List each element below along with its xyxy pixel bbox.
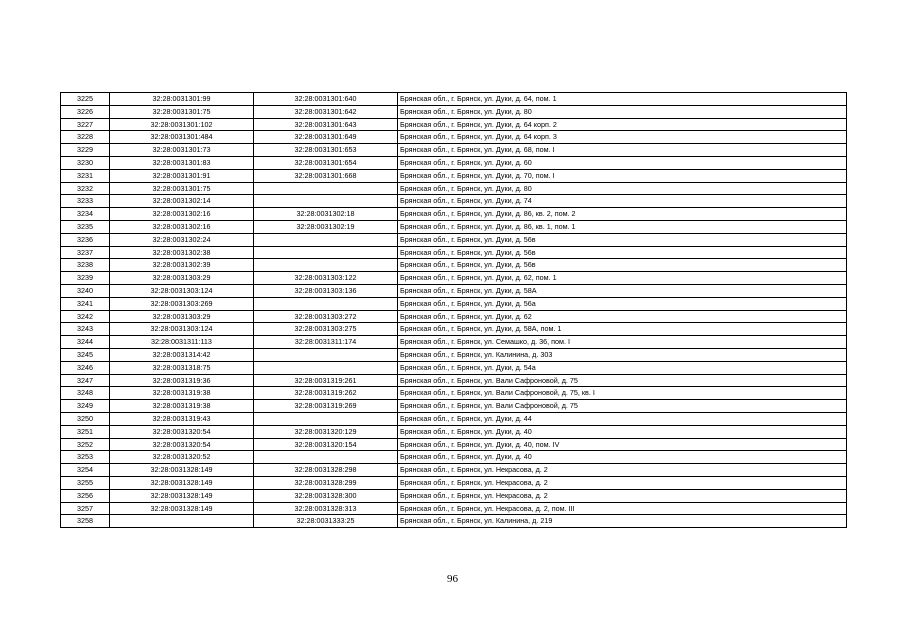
address-cell: Брянская обл., г. Брянск, ул. Вали Сафроновой, д. 75: [398, 374, 847, 387]
table-row: [61, 118, 847, 131]
table-row: [61, 348, 847, 361]
object-cadastral-number-cell: [254, 182, 398, 195]
table-row: [61, 272, 847, 285]
row-number-cell: 3241: [61, 297, 110, 310]
object-cadastral-number-cell: 32:28:0031319:269: [254, 400, 398, 413]
row-number-cell: 3255: [61, 476, 110, 489]
row-number-cell: 3251: [61, 425, 110, 438]
row-number-cell: 3237: [61, 246, 110, 259]
row-number-cell: 3242: [61, 310, 110, 323]
row-number-cell: 3250: [61, 412, 110, 425]
row-number-cell: 3239: [61, 272, 110, 285]
address-cell: Брянская обл., г. Брянск, ул. Дуки, д. 56в: [398, 259, 847, 272]
address-cell: Брянская обл., г. Брянск, ул. Дуки, д. 40: [398, 425, 847, 438]
address-cell: Брянская обл., г. Брянск, ул. Дуки, д. 68, пом. I: [398, 144, 847, 157]
address-cell: Брянская обл., г. Брянск, ул. Семашко, д. 36, пом. I: [398, 336, 847, 349]
address-cell: Брянская обл., г. Брянск, ул. Вали Сафроновой, д. 75, кв. I: [398, 387, 847, 400]
table-row: [61, 156, 847, 169]
table-row: [61, 195, 847, 208]
address-cell: Брянская обл., г. Брянск, ул. Дуки, д. 58А, пом. 1: [398, 323, 847, 336]
row-number-cell: 3240: [61, 284, 110, 297]
cadastral-number-cell: [110, 515, 254, 528]
address-cell: Брянская обл., г. Брянск, ул. Дуки, д. 64 корп. 2: [398, 118, 847, 131]
row-number-cell: 3249: [61, 400, 110, 413]
address-cell: Брянская обл., г. Брянск, ул. Некрасова, д. 2: [398, 489, 847, 502]
cadastral-number-cell: 32:28:0031301:102: [110, 118, 254, 131]
cadastral-number-cell: 32:28:0031301:91: [110, 169, 254, 182]
table-row: [61, 515, 847, 528]
table-row: [61, 105, 847, 118]
cadastral-number-cell: 32:28:0031303:124: [110, 323, 254, 336]
table-row: [61, 259, 847, 272]
table-row: [61, 131, 847, 144]
table-row: [61, 387, 847, 400]
cadastral-number-cell: 32:28:0031302:14: [110, 195, 254, 208]
address-cell: Брянская обл., г. Брянск, ул. Калинина, д. 219: [398, 515, 847, 528]
cadastral-number-cell: 32:28:0031303:124: [110, 284, 254, 297]
table-row: [61, 220, 847, 233]
address-cell: Брянская обл., г. Брянск, ул. Дуки, д. 60: [398, 156, 847, 169]
table-row: [61, 182, 847, 195]
registry-table: [60, 92, 847, 528]
address-cell: Брянская обл., г. Брянск, ул. Дуки, д. 56в: [398, 246, 847, 259]
cadastral-number-cell: 32:28:0031301:73: [110, 144, 254, 157]
object-cadastral-number-cell: 32:28:0031319:262: [254, 387, 398, 400]
object-cadastral-number-cell: [254, 297, 398, 310]
object-cadastral-number-cell: 32:28:0031301:642: [254, 105, 398, 118]
row-number-cell: 3234: [61, 208, 110, 221]
table-row: [61, 412, 847, 425]
address-cell: Брянская обл., г. Брянск, ул. Дуки, д. 44: [398, 412, 847, 425]
cadastral-number-cell: 32:28:0031328:149: [110, 464, 254, 477]
table-row: [61, 169, 847, 182]
row-number-cell: 3258: [61, 515, 110, 528]
address-cell: Брянская обл., г. Брянск, ул. Дуки, д. 64 корп. 3: [398, 131, 847, 144]
cadastral-number-cell: 32:28:0031301:83: [110, 156, 254, 169]
table-row: [61, 502, 847, 515]
object-cadastral-number-cell: 32:28:0031311:174: [254, 336, 398, 349]
table-row: [61, 425, 847, 438]
row-number-cell: 3227: [61, 118, 110, 131]
cadastral-number-cell: 32:28:0031328:149: [110, 502, 254, 515]
object-cadastral-number-cell: [254, 361, 398, 374]
address-cell: Брянская обл., г. Брянск, ул. Дуки, д. 40: [398, 451, 847, 464]
object-cadastral-number-cell: 32:28:0031320:129: [254, 425, 398, 438]
cadastral-number-cell: 32:28:0031303:269: [110, 297, 254, 310]
table-row: [61, 93, 847, 106]
cadastral-number-cell: 32:28:0031311:113: [110, 336, 254, 349]
row-number-cell: 3254: [61, 464, 110, 477]
table-row: [61, 451, 847, 464]
row-number-cell: 3225: [61, 93, 110, 106]
table-row: [61, 297, 847, 310]
cadastral-number-cell: 32:28:0031320:54: [110, 425, 254, 438]
cadastral-number-cell: 32:28:0031301:484: [110, 131, 254, 144]
object-cadastral-number-cell: 32:28:0031319:261: [254, 374, 398, 387]
object-cadastral-number-cell: 32:28:0031328:299: [254, 476, 398, 489]
address-cell: Брянская обл., г. Брянск, ул. Дуки, д. 86, кв. 1, пом. 1: [398, 220, 847, 233]
object-cadastral-number-cell: 32:28:0031301:643: [254, 118, 398, 131]
object-cadastral-number-cell: [254, 233, 398, 246]
row-number-cell: 3243: [61, 323, 110, 336]
address-cell: Брянская обл., г. Брянск, ул. Дуки, д. 62, пом. 1: [398, 272, 847, 285]
object-cadastral-number-cell: 32:28:0031301:654: [254, 156, 398, 169]
address-cell: Брянская обл., г. Брянск, ул. Дуки, д. 58А: [398, 284, 847, 297]
cadastral-number-cell: 32:28:0031318:75: [110, 361, 254, 374]
address-cell: Брянская обл., г. Брянск, ул. Дуки, д. 70, пом. I: [398, 169, 847, 182]
cadastral-number-cell: 32:28:0031302:16: [110, 220, 254, 233]
cadastral-number-cell: 32:28:0031301:99: [110, 93, 254, 106]
object-cadastral-number-cell: [254, 412, 398, 425]
object-cadastral-number-cell: 32:28:0031301:668: [254, 169, 398, 182]
cadastral-number-cell: 32:28:0031314:42: [110, 348, 254, 361]
object-cadastral-number-cell: [254, 348, 398, 361]
object-cadastral-number-cell: [254, 259, 398, 272]
cadastral-number-cell: 32:28:0031302:24: [110, 233, 254, 246]
row-number-cell: 3252: [61, 438, 110, 451]
table-row: [61, 438, 847, 451]
row-number-cell: 3228: [61, 131, 110, 144]
table-row: [61, 361, 847, 374]
table-row: [61, 489, 847, 502]
object-cadastral-number-cell: 32:28:0031328:298: [254, 464, 398, 477]
row-number-cell: 3244: [61, 336, 110, 349]
cadastral-number-cell: 32:28:0031319:38: [110, 387, 254, 400]
object-cadastral-number-cell: 32:28:0031320:154: [254, 438, 398, 451]
address-cell: Брянская обл., г. Брянск, ул. Дуки, д. 64, пом. 1: [398, 93, 847, 106]
cadastral-number-cell: 32:28:0031301:75: [110, 105, 254, 118]
object-cadastral-number-cell: 32:28:0031303:122: [254, 272, 398, 285]
table-row: [61, 310, 847, 323]
cadastral-number-cell: 32:28:0031301:75: [110, 182, 254, 195]
address-cell: Брянская обл., г. Брянск, ул. Дуки, д. 74: [398, 195, 847, 208]
object-cadastral-number-cell: [254, 246, 398, 259]
object-cadastral-number-cell: [254, 451, 398, 464]
object-cadastral-number-cell: 32:28:0031303:275: [254, 323, 398, 336]
table-row: [61, 476, 847, 489]
row-number-cell: 3229: [61, 144, 110, 157]
table-row: [61, 246, 847, 259]
row-number-cell: 3236: [61, 233, 110, 246]
row-number-cell: 3230: [61, 156, 110, 169]
address-cell: Брянская обл., г. Брянск, ул. Дуки, д. 56а: [398, 297, 847, 310]
row-number-cell: 3247: [61, 374, 110, 387]
row-number-cell: 3253: [61, 451, 110, 464]
object-cadastral-number-cell: 32:28:0031301:649: [254, 131, 398, 144]
table-row: [61, 400, 847, 413]
object-cadastral-number-cell: 32:28:0031303:272: [254, 310, 398, 323]
row-number-cell: 3246: [61, 361, 110, 374]
cadastral-number-cell: 32:28:0031319:36: [110, 374, 254, 387]
cadastral-number-cell: 32:28:0031320:52: [110, 451, 254, 464]
page-number: 96: [447, 573, 458, 585]
object-cadastral-number-cell: 32:28:0031301:653: [254, 144, 398, 157]
row-number-cell: 3226: [61, 105, 110, 118]
row-number-cell: 3235: [61, 220, 110, 233]
cadastral-number-cell: 32:28:0031303:29: [110, 310, 254, 323]
address-cell: Брянская обл., г. Брянск, ул. Калинина, д. 303: [398, 348, 847, 361]
row-number-cell: 3256: [61, 489, 110, 502]
cadastral-number-cell: 32:28:0031328:149: [110, 489, 254, 502]
address-cell: Брянская обл., г. Брянск, ул. Дуки, д. 86, кв. 2, пом. 2: [398, 208, 847, 221]
cadastral-number-cell: 32:28:0031328:149: [110, 476, 254, 489]
table-row: [61, 336, 847, 349]
address-cell: Брянская обл., г. Брянск, ул. Дуки, д. 54а: [398, 361, 847, 374]
object-cadastral-number-cell: 32:28:0031333:25: [254, 515, 398, 528]
cadastral-number-cell: 32:28:0031320:54: [110, 438, 254, 451]
cadastral-number-cell: 32:28:0031302:16: [110, 208, 254, 221]
registry-table-body: [61, 93, 847, 528]
row-number-cell: 3231: [61, 169, 110, 182]
table-row: [61, 374, 847, 387]
cadastral-number-cell: 32:28:0031302:39: [110, 259, 254, 272]
object-cadastral-number-cell: 32:28:0031301:640: [254, 93, 398, 106]
cadastral-number-cell: 32:28:0031319:43: [110, 412, 254, 425]
table-row: [61, 144, 847, 157]
row-number-cell: 3248: [61, 387, 110, 400]
row-number-cell: 3238: [61, 259, 110, 272]
object-cadastral-number-cell: 32:28:0031328:313: [254, 502, 398, 515]
address-cell: Брянская обл., г. Брянск, ул. Вали Сафроновой, д. 75: [398, 400, 847, 413]
object-cadastral-number-cell: 32:28:0031328:300: [254, 489, 398, 502]
cadastral-number-cell: 32:28:0031302:38: [110, 246, 254, 259]
table-row: [61, 323, 847, 336]
row-number-cell: 3232: [61, 182, 110, 195]
table-row: [61, 464, 847, 477]
address-cell: Брянская обл., г. Брянск, ул. Дуки, д. 80: [398, 105, 847, 118]
address-cell: Брянская обл., г. Брянск, ул. Некрасова, д. 2: [398, 476, 847, 489]
address-cell: Брянская обл., г. Брянск, ул. Некрасова, д. 2: [398, 464, 847, 477]
object-cadastral-number-cell: [254, 195, 398, 208]
object-cadastral-number-cell: 32:28:0031303:136: [254, 284, 398, 297]
address-cell: Брянская обл., г. Брянск, ул. Некрасова, д. 2, пом. III: [398, 502, 847, 515]
table-row: [61, 284, 847, 297]
object-cadastral-number-cell: 32:28:0031302:19: [254, 220, 398, 233]
table-row: [61, 233, 847, 246]
table-row: [61, 208, 847, 221]
row-number-cell: 3233: [61, 195, 110, 208]
object-cadastral-number-cell: 32:28:0031302:18: [254, 208, 398, 221]
address-cell: Брянская обл., г. Брянск, ул. Дуки, д. 40, пом. IV: [398, 438, 847, 451]
address-cell: Брянская обл., г. Брянск, ул. Дуки, д. 56в: [398, 233, 847, 246]
address-cell: Брянская обл., г. Брянск, ул. Дуки, д. 80: [398, 182, 847, 195]
address-cell: Брянская обл., г. Брянск, ул. Дуки, д. 62: [398, 310, 847, 323]
cadastral-number-cell: 32:28:0031303:29: [110, 272, 254, 285]
row-number-cell: 3257: [61, 502, 110, 515]
cadastral-number-cell: 32:28:0031319:38: [110, 400, 254, 413]
row-number-cell: 3245: [61, 348, 110, 361]
